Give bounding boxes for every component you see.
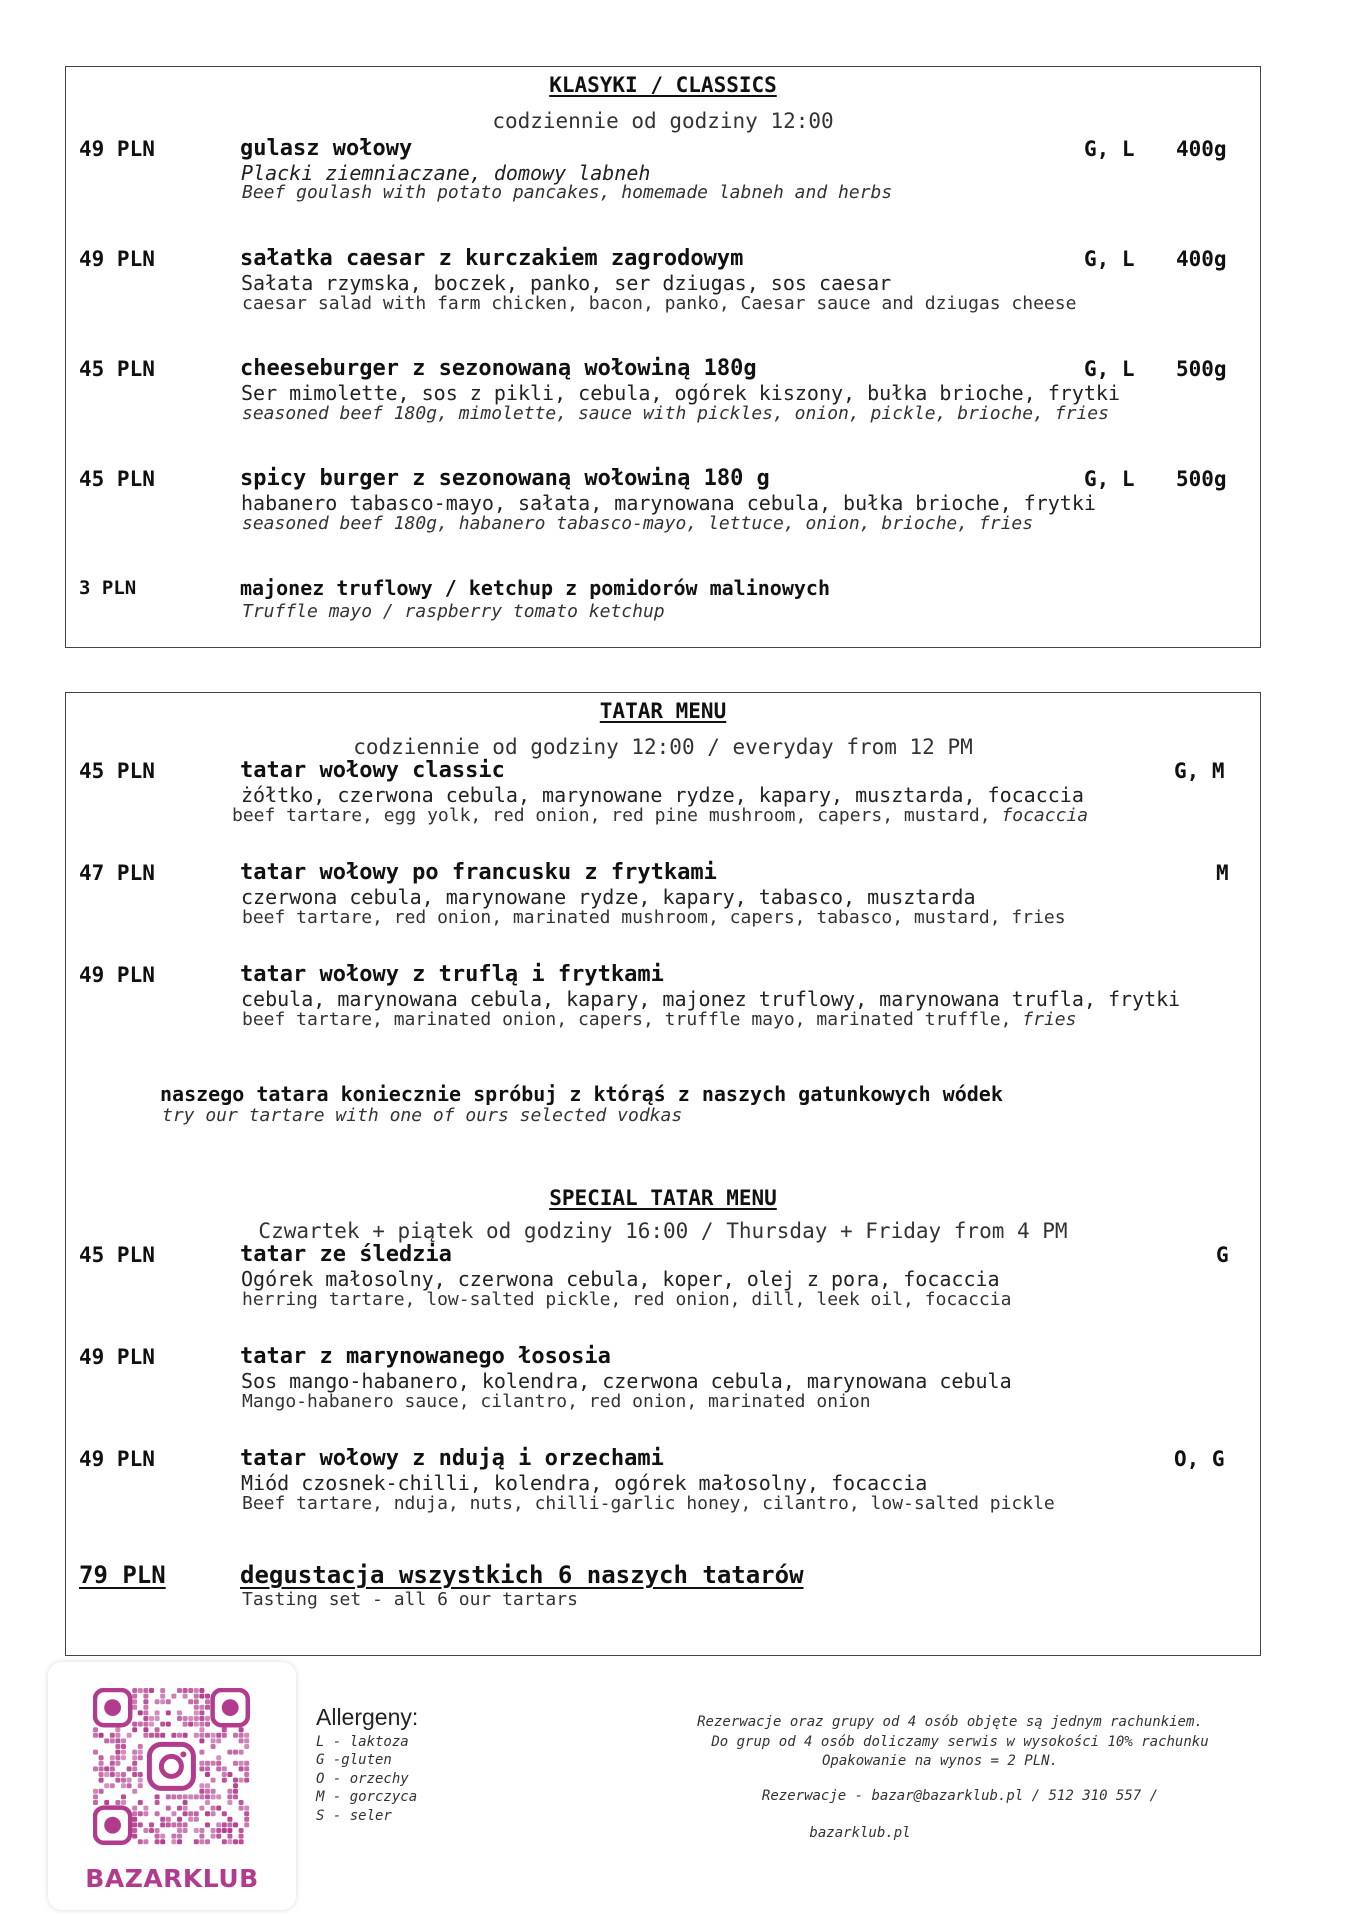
- item-desc-en: seasoned beef 180g, mimolette, sauce with pickles, onion, pickle, brioche, fries: [242, 403, 1109, 424]
- item-desc-pl: cebula, marynowana cebula, kapary, majonez truflowy, marynowana trufla, frytki: [241, 987, 1181, 1011]
- item-allergens: G, M: [1174, 759, 1225, 783]
- allergen-legend-item: G -gluten: [316, 1752, 392, 1768]
- footer-note: Do grup od 4 osób doliczamy serwis w wysokości 10% rachunku: [711, 1734, 1209, 1750]
- item-desc-en: Beef goulash with potato pancakes, homemade labneh and herbs: [242, 182, 893, 203]
- classics-title: KLASYKI / CLASSICS: [549, 73, 777, 97]
- footer-note: Opakowanie na wynos = 2 PLN.: [821, 1753, 1058, 1769]
- qr-card[interactable]: [48, 1662, 296, 1910]
- item-allergens: M: [1216, 861, 1229, 885]
- item-desc-en: caesar salad with farm chicken, bacon, panko, Caesar sauce and dziugas cheese: [242, 293, 1077, 314]
- reservation-contact[interactable]: Rezerwacje - bazar@bazarklub.pl / 512 310 557 /: [761, 1788, 1159, 1804]
- item-desc-en: Beef tartare, nduja, nuts, chilli-garlic honey, cilantro, low-salted pickle: [242, 1493, 1055, 1514]
- special-title: SPECIAL TATAR MENU: [549, 1186, 777, 1210]
- item-allergens: G, L: [1084, 137, 1135, 161]
- item-price: 49 PLN: [79, 1345, 155, 1369]
- item-name: majonez truflowy / ketchup z pomidorów malinowych: [240, 576, 831, 600]
- item-desc-en: seasoned beef 180g, habanero tabasco-mayo, lettuce, onion, brioche, fries: [242, 513, 1034, 534]
- item-desc-pl: Miód czosnek-chilli, kolendra, ogórek małosolny, focaccia: [241, 1471, 928, 1495]
- classics-subtitle: codziennie od godziny 12:00: [492, 109, 834, 133]
- item-price: 45 PLN: [79, 357, 155, 381]
- item-desc-pl: Sos mango-habanero, kolendra, czerwona cebula, marynowana cebula: [241, 1369, 1012, 1393]
- allergen-legend-item: S - seler: [316, 1808, 392, 1824]
- footer-note: Rezerwacje oraz grupy od 4 osób objęte są jednym rachunkiem.: [697, 1714, 1203, 1730]
- classics-section: [65, 66, 1261, 648]
- item-price: 45 PLN: [79, 467, 155, 491]
- item-desc-pl: żółtko, czerwona cebula, marynowane rydze, kapary, musztarda, focaccia: [241, 783, 1084, 807]
- item-desc-en: beef tartare, marinated onion, capers, truffle mayo, marinated truffle, fries: [242, 1009, 1077, 1030]
- item-desc-en: Truffle mayo / raspberry tomato ketchup: [242, 601, 665, 622]
- tasting-price: 79 PLN: [79, 1561, 166, 1589]
- tatar-subtitle: codziennie od godziny 12:00 / everyday from 12 PM: [353, 735, 973, 759]
- item-desc-pl: Ogórek małosolny, czerwona cebula, koper, olej z pora, focaccia: [241, 1267, 1000, 1291]
- qr-code[interactable]: [93, 1688, 251, 1846]
- item-price: 49 PLN: [79, 137, 155, 161]
- item-price: 49 PLN: [79, 1447, 155, 1471]
- allergens-title: Allergeny:: [316, 1704, 419, 1730]
- instagram-icon: [149, 1744, 193, 1788]
- item-name: spicy burger z sezonowaną wołowiną 180 g: [240, 466, 770, 491]
- item-allergens: G, L: [1084, 357, 1135, 381]
- brand-logo: BAZARKLUB: [85, 1864, 259, 1893]
- item-allergens: G: [1216, 1243, 1229, 1267]
- item-allergens: O, G: [1174, 1447, 1225, 1471]
- item-name: gulasz wołowy: [240, 136, 413, 161]
- item-desc-en: herring tartare, low-salted pickle, red onion, dill, leek oil, focaccia: [242, 1289, 1012, 1310]
- item-desc-en: beef tartare, egg yolk, red onion, red pine mushroom, capers, mustard, focaccia: [232, 805, 1089, 826]
- item-desc-en: beef tartare, red onion, marinated mushroom, capers, tabasco, mustard, fries: [242, 907, 1066, 928]
- item-name: tatar wołowy po francusku z frytkami: [240, 860, 717, 885]
- item-name: tatar ze śledzia: [240, 1242, 452, 1267]
- item-weight: 400g: [1176, 247, 1227, 271]
- vodka-note: naszego tatara koniecznie spróbuj z którąś z naszych gatunkowych wódek: [160, 1082, 1003, 1106]
- item-desc-pl: Ser mimolette, sos z pikli, cebula, ogórek kiszony, bułka brioche, frytki: [241, 381, 1120, 405]
- item-price: 45 PLN: [79, 759, 155, 783]
- allergen-legend-item: O - orzechy: [316, 1771, 409, 1787]
- item-weight: 500g: [1176, 357, 1227, 381]
- tasting-name: degustacja wszystkich 6 naszych tatarów: [240, 1561, 804, 1589]
- item-price: 47 PLN: [79, 861, 155, 885]
- vodka-note-en: try our tartare with one of ours selected vodkas: [162, 1105, 683, 1126]
- item-price: 45 PLN: [79, 1243, 155, 1267]
- allergen-legend-item: L - laktoza: [316, 1734, 409, 1750]
- item-price: 3 PLN: [79, 577, 137, 599]
- item-name: tatar wołowy classic: [240, 758, 505, 783]
- item-weight: 500g: [1176, 467, 1227, 491]
- item-desc-pl: habanero tabasco-mayo, sałata, marynowana cebula, bułka brioche, frytki: [241, 491, 1096, 515]
- item-desc-pl: Sałata rzymska, boczek, panko, ser dziugas, sos caesar: [241, 271, 892, 295]
- item-allergens: G, L: [1084, 247, 1135, 271]
- item-desc-pl: Placki ziemniaczane, domowy labneh: [241, 161, 651, 185]
- item-name: tatar wołowy z ndują i orzechami: [240, 1446, 664, 1471]
- item-desc-en: Mango-habanero sauce, cilantro, red onion, marinated onion: [242, 1391, 871, 1412]
- tatar-section: [65, 692, 1261, 1656]
- item-name: sałatka caesar z kurczakiem zagrodowym: [240, 246, 744, 271]
- item-weight: 400g: [1176, 137, 1227, 161]
- item-desc-pl: czerwona cebula, marynowane rydze, kapary, tabasco, musztarda: [241, 885, 976, 909]
- item-name: cheeseburger z sezonowaną wołowiną 180g: [240, 356, 757, 381]
- item-price: 49 PLN: [79, 963, 155, 987]
- allergen-legend-item: M - gorczyca: [316, 1789, 418, 1805]
- item-name: tatar wołowy z truflą i frytkami: [240, 962, 664, 987]
- item-allergens: G, L: [1084, 467, 1135, 491]
- item-price: 49 PLN: [79, 247, 155, 271]
- special-subtitle: Czwartek + piątek od godziny 16:00 / Thursday + Friday from 4 PM: [258, 1219, 1068, 1243]
- tatar-title: TATAR MENU: [599, 699, 727, 723]
- item-name: tatar z marynowanego łososia: [240, 1344, 611, 1369]
- tasting-desc-en: Tasting set - all 6 our tartars: [242, 1589, 578, 1610]
- website-link[interactable]: bazarklub.pl: [809, 1825, 911, 1841]
